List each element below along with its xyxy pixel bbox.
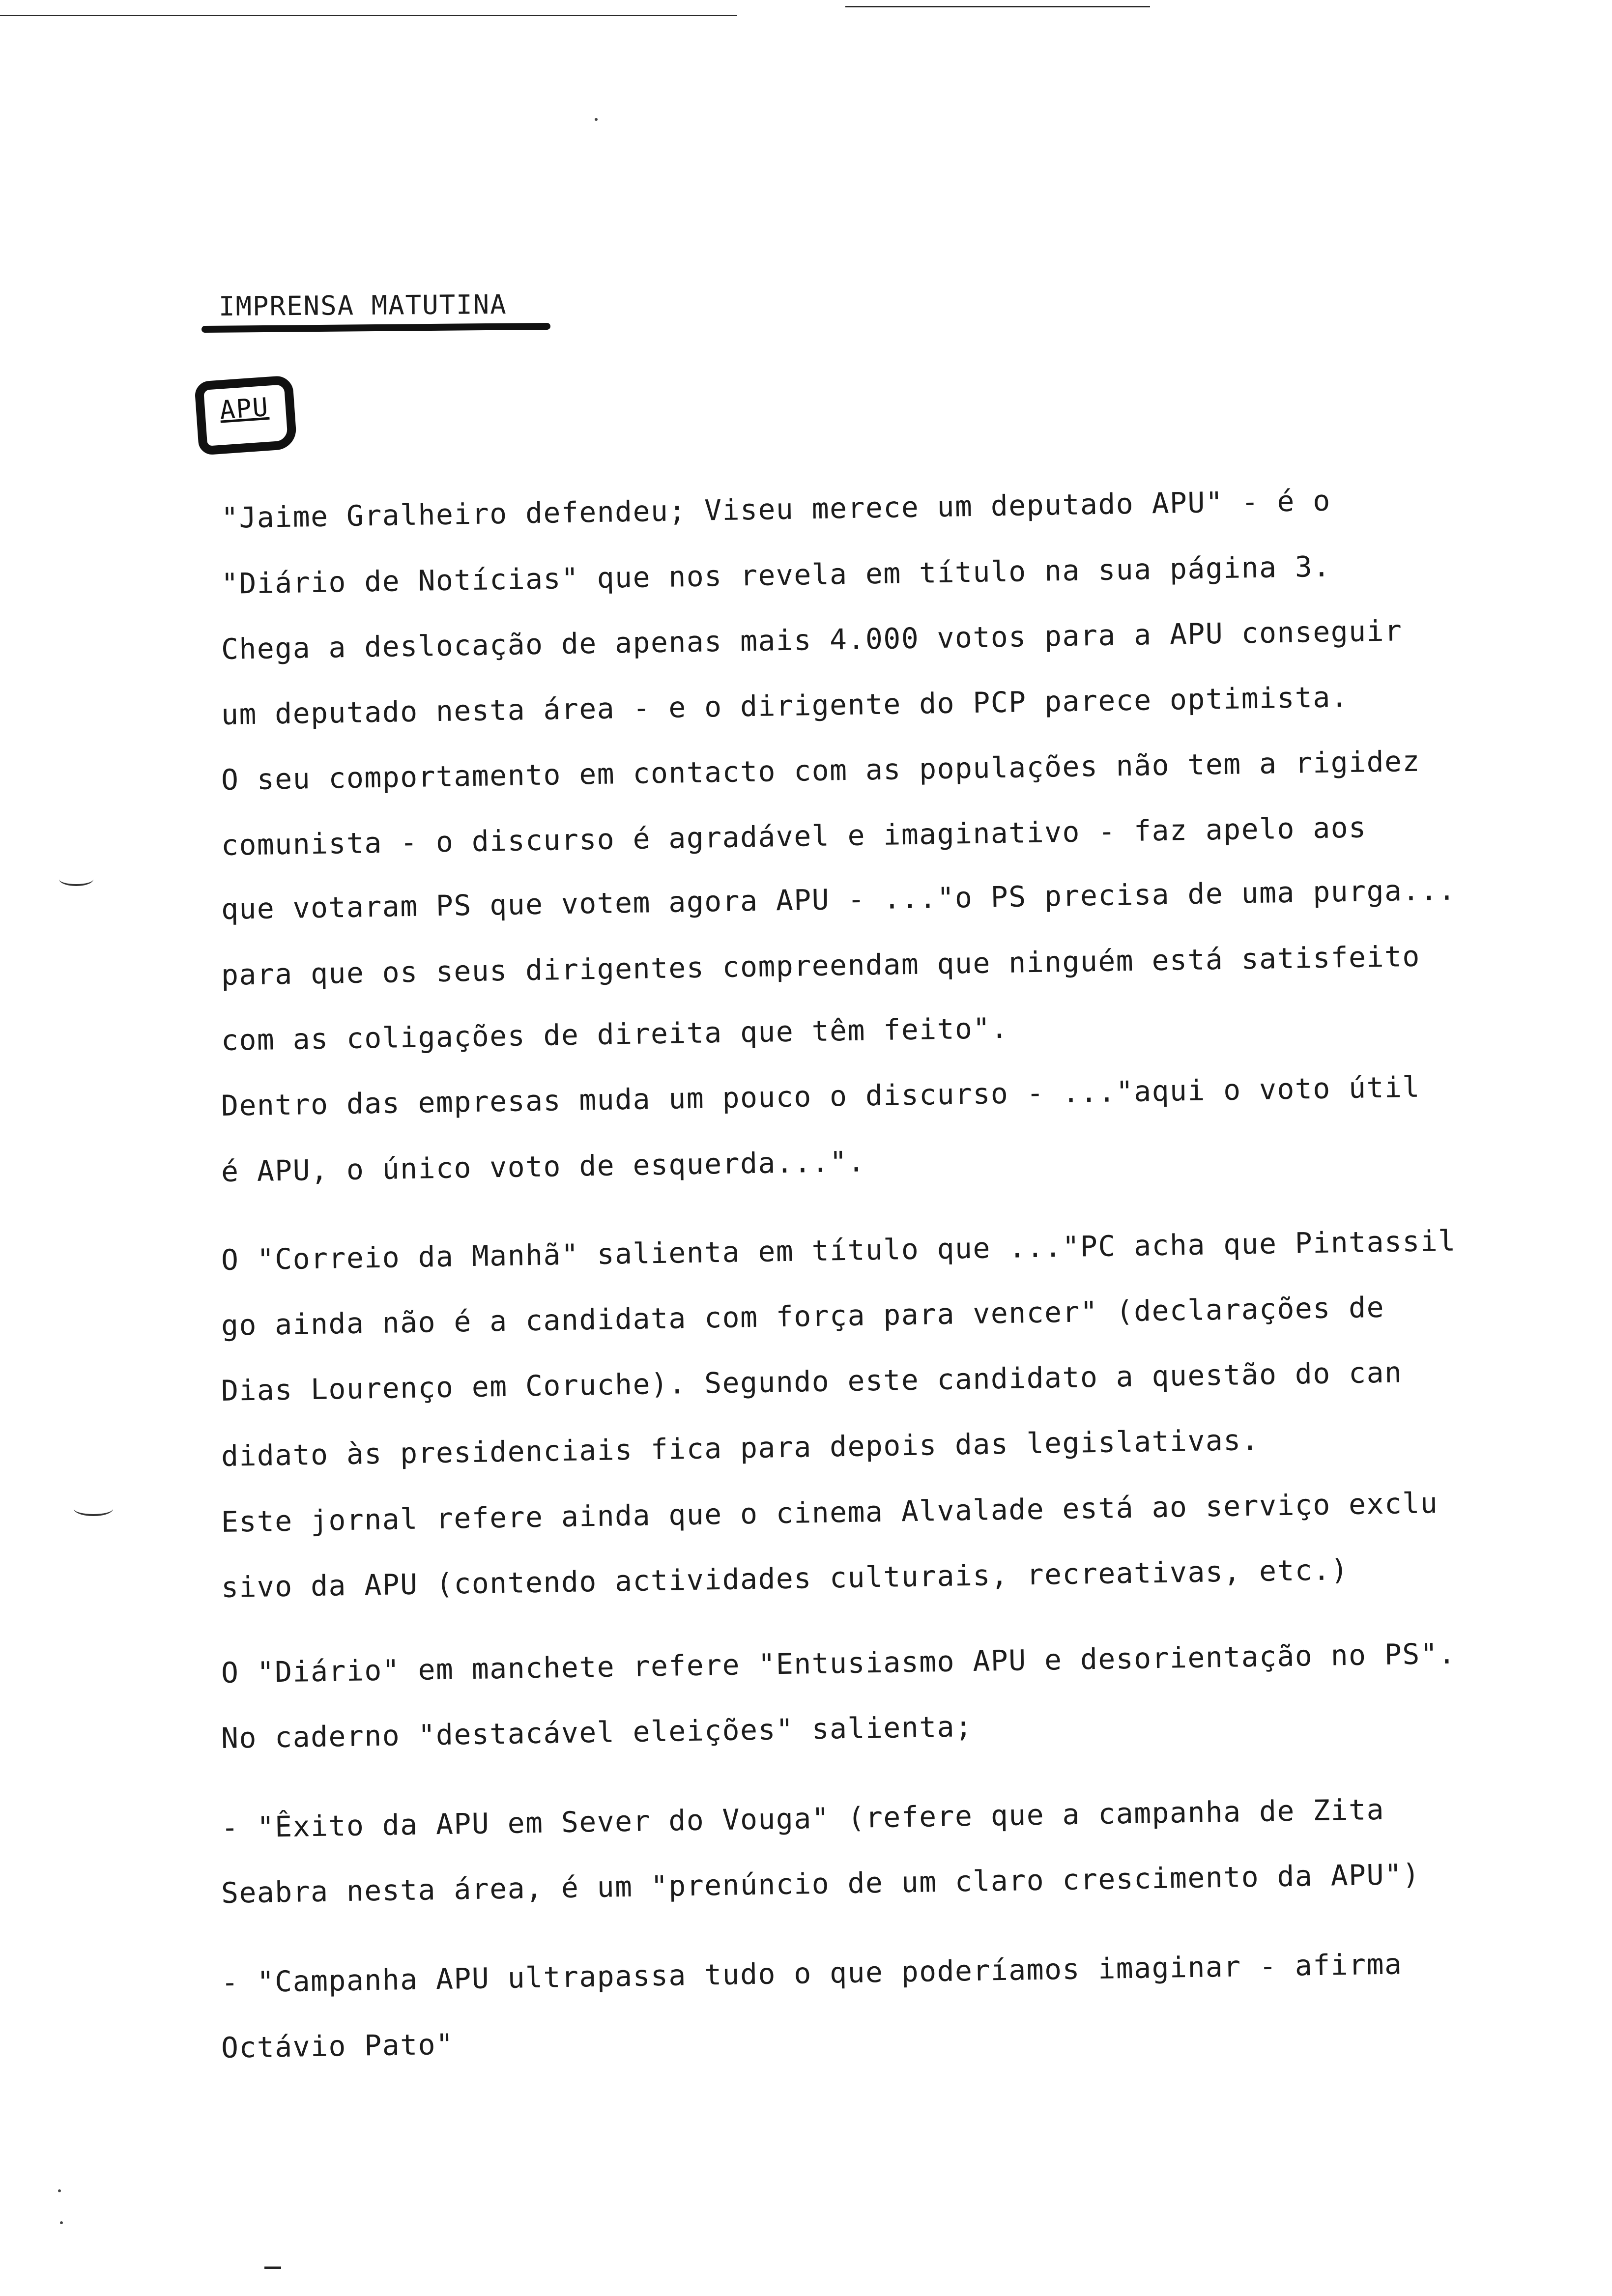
text-line: comunista - o discurso é agradável e imaginativo - faz apelo aos: [221, 810, 1367, 862]
text-line: go ainda não é a candidata com força para vencer" (declarações de: [221, 1290, 1385, 1342]
text-line: é APU, o único voto de esquerda...".: [221, 1145, 866, 1188]
text-line: O "Diário" em manchete refere "Entusiasmo APU e desorientação no PS".: [221, 1636, 1457, 1690]
title-underline: [202, 323, 550, 333]
margin-mark: [59, 872, 93, 886]
text-line: Dentro das empresas muda um pouco o discurso - ..."aqui o voto útil: [221, 1070, 1421, 1122]
text-line: Chega a deslocação de apenas mais 4.000 votos para a APU conseguir: [221, 614, 1403, 666]
text-line: - "Campanha APU ultrapassa tudo o que poderíamos imaginar - afirma: [221, 1947, 1403, 1999]
text-line: "Jaime Gralheiro defendeu; Viseu merece um deputado APU" - é o: [221, 484, 1331, 535]
text-line: que votaram PS que votem agora APU - ..."o PS precisa de uma purga...: [221, 873, 1457, 926]
margin-mark: [74, 1501, 113, 1516]
scan-speck: [595, 118, 598, 121]
text-line: No caderno "destacável eleições" salienta;: [221, 1709, 973, 1755]
scan-speck: [58, 2189, 61, 2192]
text-line: Octávio Pato": [221, 2027, 454, 2065]
apu-stamp: [194, 375, 297, 456]
text-line: Seabra nesta área, é um "prenúncio de um claro crescimento da APU"): [221, 1857, 1421, 1910]
text-line: com as coligações de direita que têm feito".: [221, 1011, 1009, 1057]
scan-speck: [60, 2221, 63, 2224]
text-line: Este jornal refere ainda que o cinema Alvalade está ao serviço exclu: [221, 1486, 1439, 1539]
text-line: para que os seus dirigentes compreendam que ninguém está satisfeito: [221, 939, 1421, 992]
text-line: Dias Lourenço em Coruche). Segundo este candidato a questão do can: [221, 1355, 1403, 1407]
text-line: O "Correio da Manhã" salienta em título que ..."PC acha que Pintassil: [221, 1224, 1457, 1277]
trailing-dash: [264, 2267, 281, 2269]
scan-edge-line: [0, 15, 737, 16]
text-line: O seu comportamento em contacto com as populações não tem a rigidez: [221, 744, 1421, 797]
text-line: "Diário de Notícias" que nos revela em título na sua página 3.: [221, 549, 1331, 601]
scan-edge-line: [845, 6, 1150, 7]
section-title: IMPRENSA MATUTINA: [218, 288, 507, 322]
text-line: um deputado nesta área - e o dirigente do PCP parece optimista.: [221, 680, 1349, 731]
text-line: sivo da APU (contendo actividades culturais, recreativas, etc.): [221, 1552, 1349, 1604]
text-line: didato às presidenciais fica para depois das legislativas.: [221, 1423, 1260, 1473]
stamp-label: APU: [219, 392, 270, 426]
text-line: - "Êxito da APU em Sever do Vouga" (refere que a campanha de Zita: [221, 1792, 1385, 1844]
